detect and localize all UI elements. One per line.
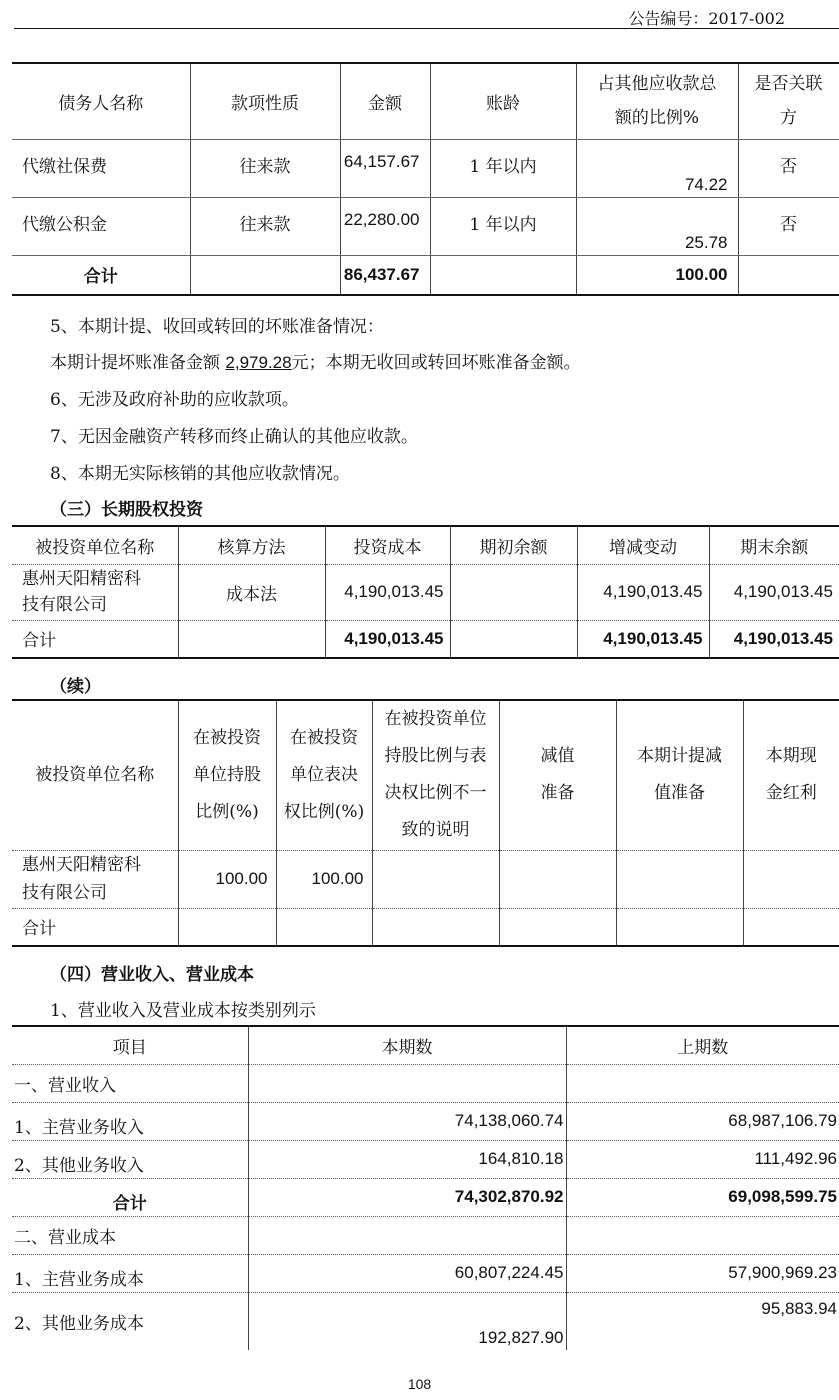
header-item: 项目 xyxy=(12,1026,248,1064)
investee-name-line2: 技有限公司 xyxy=(22,595,107,615)
table-row xyxy=(12,1292,839,1350)
header-closing: 期末余额 xyxy=(709,526,839,564)
table-row xyxy=(12,1064,839,1102)
header-ratio-line1: 占其他应收款总 xyxy=(597,74,717,95)
row-previous xyxy=(566,1064,839,1102)
row-previous: 57,900,969.23 xyxy=(566,1254,839,1292)
header-explain-line4: 致的说明 xyxy=(401,820,470,841)
section3-cont-title: （续） xyxy=(50,677,101,697)
is-related: 否 xyxy=(738,197,839,255)
bad-debt-amount: 2,979.28 xyxy=(225,353,292,372)
table-header-row xyxy=(12,700,839,850)
payment-nature: 往来款 xyxy=(190,139,340,197)
header-related xyxy=(738,63,839,139)
change-amount: 4,190,013.45 xyxy=(577,564,709,620)
header-impair-line1: 减值 xyxy=(540,746,575,767)
table-row xyxy=(12,1140,839,1178)
header-ratio-line2: 额的比例% xyxy=(614,108,700,129)
announcement-code: 公告编号：2017-002 xyxy=(628,9,785,28)
row-current: 74,302,870.92 xyxy=(248,1178,566,1216)
header-change: 增减变动 xyxy=(577,526,709,564)
note-item5-prefix: 本期计提坏账准备金额 xyxy=(50,353,226,373)
opening-balance xyxy=(450,564,577,620)
investee-name-line1: 惠州天阳精密科 xyxy=(22,569,141,589)
header-dividend-line1: 本期现 xyxy=(765,746,817,767)
table-row xyxy=(12,564,839,620)
header-current: 本期数 xyxy=(248,1026,566,1064)
row-previous: 95,883.94 xyxy=(761,1298,837,1318)
note-item6: 6、无涉及政府补助的应收款项。 xyxy=(50,390,299,410)
note-item5-suffix: 元；本期无收回或转回坏账准备金额。 xyxy=(291,353,581,373)
header-inconsistency xyxy=(372,700,499,850)
investee-name-line2: 技有限公司 xyxy=(22,883,107,903)
header-hold-line3: 比例(%) xyxy=(195,801,259,822)
note-item5: 5、本期计提、收回或转回的坏账准备情况： xyxy=(50,317,384,337)
debtor-name: 代缴社保费 xyxy=(12,139,190,197)
header-vote-line1: 在被投资 xyxy=(290,727,358,748)
header-curr-impair-line2: 值准备 xyxy=(654,783,705,804)
row-previous xyxy=(566,1216,839,1254)
row-item: 合计 xyxy=(12,1178,248,1216)
header-investee: 被投资单位名称 xyxy=(12,700,178,850)
header-previous: 上期数 xyxy=(566,1026,839,1064)
header-cash-dividend xyxy=(743,700,839,850)
header-age: 账龄 xyxy=(430,63,576,139)
table-header-row xyxy=(12,526,839,564)
table-header-row xyxy=(12,63,839,139)
header-impair-line2: 准备 xyxy=(540,783,575,804)
row-current: 192,827.90 xyxy=(248,1292,566,1350)
payment-nature: 往来款 xyxy=(190,197,340,255)
row-current: 164,810.18 xyxy=(248,1140,566,1178)
table-row xyxy=(12,1102,839,1140)
row-current: 74,138,060.74 xyxy=(248,1102,566,1140)
vote-ratio: 100.00 xyxy=(276,850,372,908)
row-item: 2、其他业务成本 xyxy=(12,1292,248,1350)
long-term-equity-table xyxy=(12,525,839,659)
row-item: 1、主营业务成本 xyxy=(12,1254,248,1292)
long-term-equity-cont-table xyxy=(12,699,839,947)
header-divider xyxy=(14,28,839,29)
note-item8: 8、本期无实际核销的其他应收款情况。 xyxy=(50,464,350,484)
page-number: 108 xyxy=(407,1376,432,1392)
row-previous: 111,492.96 xyxy=(566,1140,839,1178)
amount: 64,157.67 xyxy=(340,139,430,197)
closing-balance: 4,190,013.45 xyxy=(709,564,839,620)
table-row xyxy=(12,1216,839,1254)
header-impairment xyxy=(499,700,616,850)
header-hold-ratio xyxy=(178,700,276,850)
total-label: 合计 xyxy=(12,255,190,295)
header-curr-impair-line1: 本期计提减 xyxy=(637,746,722,767)
ratio: 74.22 xyxy=(576,139,738,197)
section4-subtitle: 1、营业收入及营业成本按类别列示 xyxy=(50,1001,316,1021)
total-ratio: 100.00 xyxy=(576,255,738,295)
table-row xyxy=(12,1254,839,1292)
header-explain-line2: 持股比例与表 xyxy=(384,746,487,767)
row-item: 二、营业成本 xyxy=(12,1216,248,1254)
table-row xyxy=(12,197,839,255)
header-method: 核算方法 xyxy=(178,526,325,564)
header-explain-line3: 决权比例不一 xyxy=(384,783,487,804)
row-current: 60,807,224.45 xyxy=(248,1254,566,1292)
table-total-row xyxy=(12,620,839,658)
is-related: 否 xyxy=(738,139,839,197)
header-investee: 被投资单位名称 xyxy=(12,526,178,564)
header-ratio xyxy=(576,63,738,139)
row-item: 1、主营业务收入 xyxy=(12,1102,248,1140)
header-hold-line1: 在被投资 xyxy=(193,727,261,748)
investee-name xyxy=(12,564,178,620)
header-amount: 金额 xyxy=(340,63,430,139)
total-cost: 4,190,013.45 xyxy=(325,620,450,658)
table-header-row xyxy=(12,1026,839,1064)
amount: 22,280.00 xyxy=(340,197,430,255)
other-receivables-table xyxy=(12,62,839,296)
header-vote-line2: 单位表决 xyxy=(290,764,358,785)
total-change: 4,190,013.45 xyxy=(577,620,709,658)
header-vote-ratio xyxy=(276,700,372,850)
row-previous: 69,098,599.75 xyxy=(566,1178,839,1216)
total-label: 合计 xyxy=(12,620,178,658)
ratio: 25.78 xyxy=(576,197,738,255)
table-total-row xyxy=(12,1178,839,1216)
debtor-name: 代缴公积金 xyxy=(12,197,190,255)
total-label: 合计 xyxy=(12,908,178,946)
header-nature: 款项性质 xyxy=(190,63,340,139)
row-current xyxy=(248,1216,566,1254)
investment-cost: 4,190,013.45 xyxy=(325,564,450,620)
table-row xyxy=(12,850,839,908)
row-current xyxy=(248,1064,566,1102)
table-total-row xyxy=(12,908,839,946)
total-amount: 86,437.67 xyxy=(340,255,430,295)
header-debtor: 债务人名称 xyxy=(12,63,190,139)
table-row xyxy=(12,139,839,197)
row-item: 2、其他业务收入 xyxy=(12,1140,248,1178)
header-vote-line3: 权比例(%) xyxy=(283,801,365,822)
aging: 1 年以内 xyxy=(430,139,576,197)
header-dividend-line2: 金红利 xyxy=(765,783,817,804)
header-hold-line2: 单位持股 xyxy=(193,764,261,785)
header-cost: 投资成本 xyxy=(325,526,450,564)
revenue-cost-table xyxy=(12,1025,839,1350)
row-item: 一、营业收入 xyxy=(12,1064,248,1102)
investee-name-line1: 惠州天阳精密科 xyxy=(22,855,141,875)
header-explain-line1: 在被投资单位 xyxy=(384,709,487,730)
total-closing: 4,190,013.45 xyxy=(733,628,833,648)
note-item7: 7、无因金融资产转移而终止确认的其他应收款。 xyxy=(50,427,418,447)
section3-title: （三）长期股权投资 xyxy=(50,500,203,520)
row-previous: 68,987,106.79 xyxy=(566,1102,839,1140)
hold-ratio: 100.00 xyxy=(178,850,276,908)
header-related-line2: 方 xyxy=(780,108,797,129)
section4-title: （四）营业收入、营业成本 xyxy=(50,965,254,985)
note-item5-detail xyxy=(50,348,581,373)
header-opening: 期初余额 xyxy=(450,526,577,564)
investee-name xyxy=(12,850,178,908)
accounting-method: 成本法 xyxy=(178,564,325,620)
aging: 1 年以内 xyxy=(430,197,576,255)
header-current-impairment xyxy=(616,700,743,850)
table-total-row xyxy=(12,255,839,295)
header-related-line1: 是否关联 xyxy=(754,74,823,95)
